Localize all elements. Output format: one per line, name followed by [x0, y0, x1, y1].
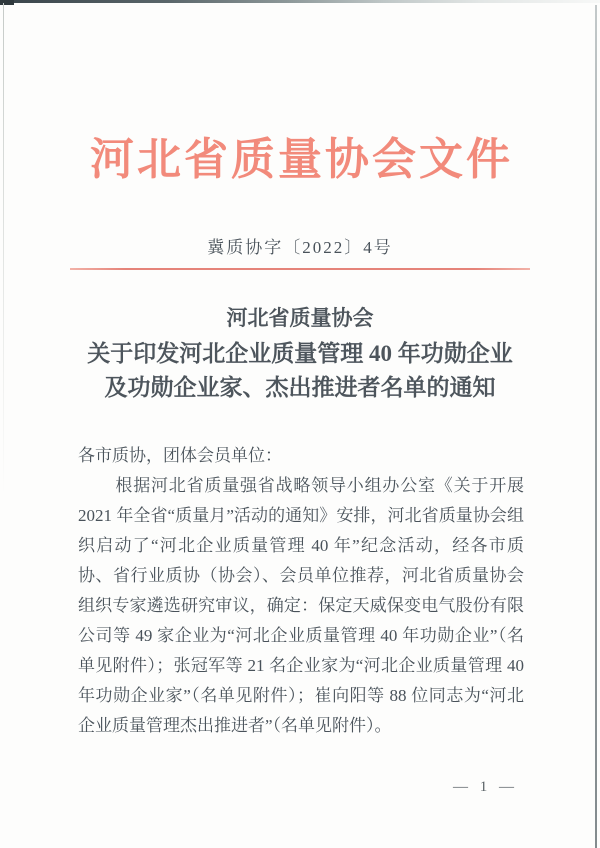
document-body: [78, 441, 524, 741]
salutation: 各市质协，团体会员单位：: [78, 446, 282, 465]
document-title-line-1: 河北省质量协会: [226, 306, 374, 330]
document-title-line-3: 及功勋企业家、杰出推进者名单的通知: [104, 375, 496, 400]
document-title: [0, 306, 600, 401]
body-paragraph: 根据河北省质量强省战略领导小组办公室《关于开展 2021 年全省“质量月”活动的通知》安排，河北省质量协会组织启动了“河北企业质量管理 40 年”纪念活动，经各市质协、省行业质协（协会）、会员单位推荐，河北省质量协会组织专家遴选研究审议，确定：保定天威保变电气股份有限公司等 49 家企业为“河北企业质量管理 40 年功勋企业”（名单见附件）；张冠军等 21 名企业家为“河北企业质量管理 40 年功勋企业家”（名单见附件）；崔向阳等 88 位同志为“河北企业质量管理杰出推进者”（名单见附件）。: [78, 476, 524, 735]
page-number: — 1 —: [453, 779, 518, 795]
masthead-title: 河北省质量协会文件: [90, 135, 513, 184]
red-divider-line: [70, 268, 530, 270]
document-title-line-2: 关于印发河北企业质量管理 40 年功勋企业: [87, 341, 513, 366]
document-number: 冀质协字〔2022〕4号: [207, 238, 393, 257]
scan-edge-top: [0, 0, 600, 3]
